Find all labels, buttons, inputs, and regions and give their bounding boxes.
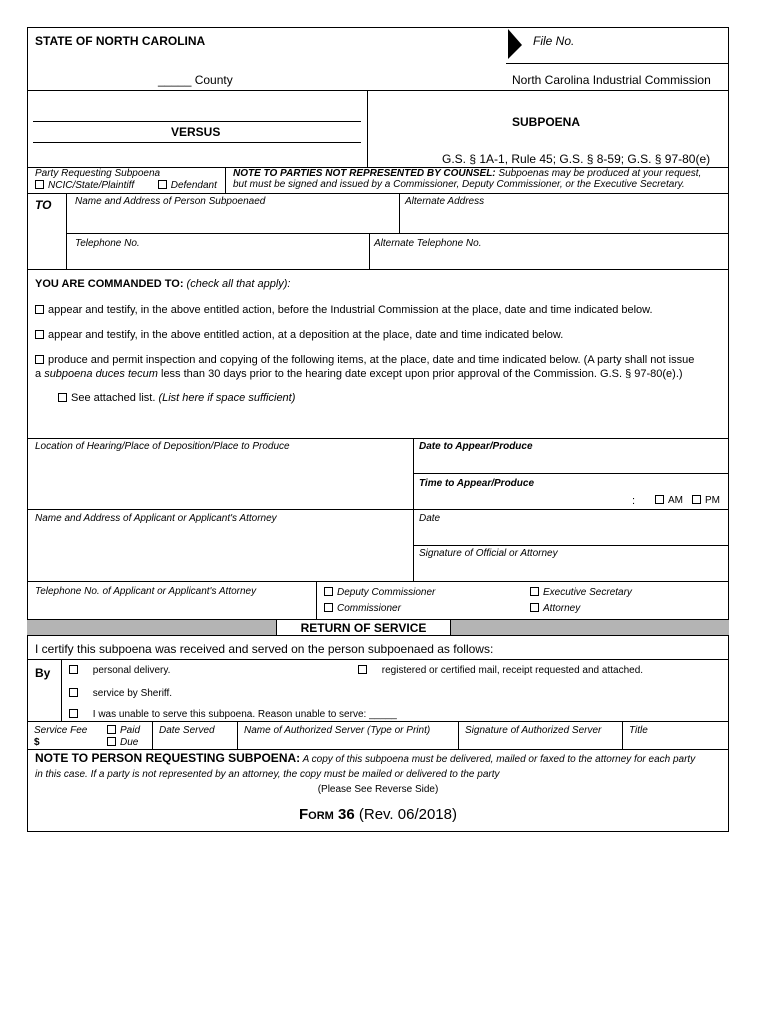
exec-secretary-checkbox[interactable] [530, 587, 539, 596]
defendant-checkbox[interactable] [158, 180, 167, 189]
form-num: 36 [338, 806, 355, 823]
alternate-address-label: Alternate Address [405, 196, 485, 207]
produce-text-italic: subpoena duces tecum [44, 368, 158, 380]
arrow-icon [506, 28, 524, 60]
person-name-address-label: Name and Address of Person Subpoenaed [75, 196, 266, 207]
to-label: TO [35, 198, 52, 212]
dollar-sign: $ [34, 737, 40, 748]
option-produce [35, 353, 725, 381]
see-attached-note: (List here if space sufficient) [155, 392, 296, 404]
commission-name: North Carolina Industrial Commission [512, 73, 711, 87]
requester-note [35, 751, 725, 781]
commanded-heading-bold: YOU ARE COMMANDED TO: [35, 278, 184, 290]
date-to-appear-label: Date to Appear/Produce [419, 441, 533, 452]
certify-text: I certify this subpoena was received and served on the person subpoenaed as follows: [35, 642, 494, 656]
statute-refs: G.S. § 1A-1, Rule 45; G.S. § 8-59; G.S. § 97-80(e) [442, 152, 711, 166]
sheriff-checkbox[interactable] [69, 688, 78, 697]
date-served-label: Date Served [159, 725, 215, 736]
date-label: Date [419, 513, 441, 524]
reverse-side-note: (Please See Reverse Side) [317, 784, 439, 795]
form-orm: ORM [308, 810, 334, 822]
subpoena-title: SUBPOENA [512, 115, 581, 129]
ncic-plaintiff-checkbox[interactable] [35, 180, 44, 189]
am-option [655, 495, 683, 506]
produce-text-line1: produce and permit inspection and copying of the following items, at the place, date and time indicated below. (A party shall not issue [48, 354, 695, 366]
produce-checkbox[interactable] [35, 355, 44, 364]
see-attached-checkbox[interactable] [58, 393, 67, 402]
unrepresented-note-rest: Subpoenas may be produced at your request, [495, 168, 702, 179]
due-option [107, 737, 138, 748]
alternate-telephone-label: Alternate Telephone No. [374, 238, 482, 249]
ncic-plaintiff-label: NCIC/State/Plaintiff [48, 180, 135, 191]
county-label: County [194, 73, 233, 87]
applicant-telephone-label: Telephone No. of Applicant or Applicant's Attorney [35, 586, 257, 597]
return-heading: RETURN OF SERVICE [276, 619, 451, 636]
produce-text-rest: less than 30 days prior to the hearing date except upon prior approval of the Commission. G.S. § 97-80(e).) [157, 368, 683, 380]
applicant-label: Name and Address of Applicant or Applicant's Attorney [35, 513, 277, 524]
versus-label: VERSUS [171, 125, 221, 139]
exec-secretary-option [530, 587, 632, 598]
see-attached-text: See attached list. [71, 392, 156, 404]
pm-option [692, 495, 720, 506]
service-fee-label: Service Fee [34, 725, 88, 736]
title-label: Title [629, 725, 648, 736]
form-f: F [299, 806, 309, 823]
county-line [158, 73, 233, 87]
server-signature-label: Signature of Authorized Server [465, 725, 602, 736]
unrepresented-note [233, 168, 725, 190]
personal-delivery-option [69, 665, 170, 676]
unable-checkbox[interactable] [69, 709, 78, 718]
appear-deposition-text: appear and testify, in the above entitled action, at a deposition at the place, date and time indicated below. [48, 329, 564, 341]
form-revision: (Rev. 06/2018) [358, 806, 457, 823]
by-label: By [35, 666, 51, 680]
sheriff-label: service by Sheriff. [92, 688, 173, 699]
due-label: Due [120, 737, 139, 748]
file-no-label: File No. [533, 34, 575, 48]
attorney-label: Attorney [543, 603, 581, 614]
unrepresented-note-bold: NOTE TO PARTIES NOT REPRESENTED BY COUNSEL: [233, 168, 496, 179]
option-see-attached [58, 392, 295, 404]
location-label: Location of Hearing/Place of Deposition/Place to Produce [35, 441, 290, 452]
paid-checkbox[interactable] [107, 725, 116, 734]
time-colon: : [632, 495, 636, 507]
requester-note-bold: NOTE TO PERSON REQUESTING SUBPOENA: [35, 751, 301, 765]
registered-mail-checkbox[interactable] [358, 665, 367, 674]
produce-text-a: a [35, 368, 45, 380]
defendant-line[interactable] [33, 142, 361, 143]
party-requesting-label: Party Requesting Subpoena [35, 168, 161, 179]
form-number [0, 806, 756, 823]
county-blank[interactable]: _____ [158, 73, 192, 87]
unrepresented-note-line2: but must be signed and issued by a Commissioner, Deputy Commissioner, or the Executive Secretary. [233, 179, 685, 190]
commissioner-option [324, 603, 401, 614]
state-title: STATE OF NORTH CAROLINA [35, 34, 206, 48]
pm-checkbox[interactable] [692, 495, 701, 504]
sheriff-option [69, 688, 172, 699]
paid-label: Paid [120, 725, 141, 736]
commanded-heading [35, 278, 291, 290]
registered-mail-option [358, 665, 643, 676]
option-appear-commission [35, 304, 653, 316]
server-name-label: Name of Authorized Server (Type or Print) [244, 725, 431, 736]
am-label: AM [668, 495, 683, 506]
requester-note-line2: in this case. If a party is not represented by an attorney, the copy must be mailed or delivered to the party [35, 769, 500, 780]
pm-label: PM [705, 495, 720, 506]
telephone-label: Telephone No. [75, 238, 140, 249]
deputy-label: Deputy Commissioner [337, 587, 436, 598]
commanded-heading-note: (check all that apply): [183, 278, 291, 290]
paid-option [107, 725, 140, 736]
commissioner-label: Commissioner [337, 603, 401, 614]
appear-commission-text: appear and testify, in the above entitled action, before the Industrial Commission at the place, date and time indicated below. [48, 304, 653, 316]
attorney-option [530, 603, 580, 614]
party-options [35, 180, 217, 191]
deputy-checkbox[interactable] [324, 587, 333, 596]
commissioner-checkbox[interactable] [324, 603, 333, 612]
personal-delivery-checkbox[interactable] [69, 665, 78, 674]
option-appear-deposition [35, 329, 563, 341]
signature-official-label: Signature of Official or Attorney [419, 548, 558, 559]
deputy-option [324, 587, 435, 598]
am-checkbox[interactable] [655, 495, 664, 504]
plaintiff-line[interactable] [33, 121, 361, 122]
appear-commission-checkbox[interactable] [35, 305, 44, 314]
appear-deposition-checkbox[interactable] [35, 330, 44, 339]
time-to-appear-label: Time to Appear/Produce [419, 478, 535, 489]
requester-note-rest: A copy of this subpoena must be delivered, mailed or faxed to the attorney for each party [300, 754, 696, 765]
personal-delivery-label: personal delivery. [92, 665, 171, 676]
defendant-label: Defendant [170, 180, 217, 191]
exec-secretary-label: Executive Secretary [543, 587, 632, 598]
unable-option [69, 709, 397, 720]
due-checkbox[interactable] [107, 737, 116, 746]
unable-label: I was unable to serve this subpoena. Reason unable to serve: _____ [92, 709, 397, 720]
attorney-checkbox[interactable] [530, 603, 539, 612]
registered-mail-label: registered or certified mail, receipt requested and attached. [381, 665, 644, 676]
